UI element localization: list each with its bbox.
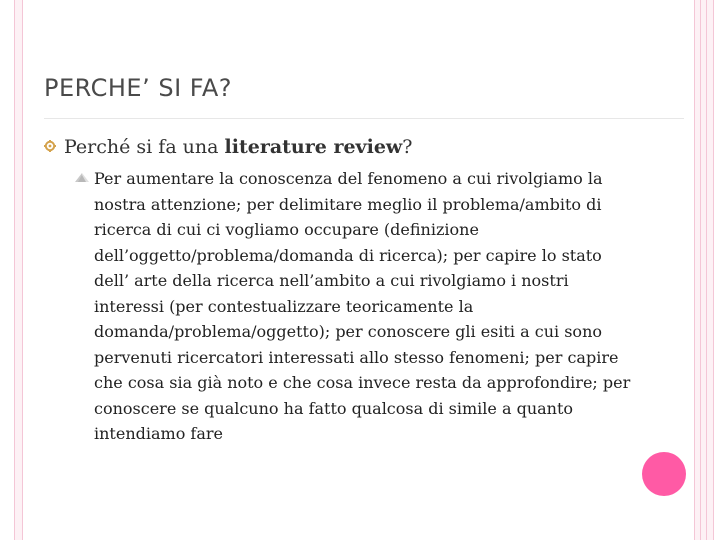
slide-title: PERCHE’ SI FA?	[44, 74, 233, 102]
title-divider	[44, 118, 684, 119]
bullet-level2	[72, 166, 632, 447]
fan-icon	[74, 171, 90, 183]
decorative-pink-circle	[642, 452, 686, 496]
bullet-level1-suffix: ?	[402, 136, 413, 158]
gear-icon	[44, 140, 56, 152]
bullet-level2-text: Per aumentare la conoscenza del fenomeno a cui rivolgiamo la nostra attenzione; per delimitare meglio il problema/ambito di ricerca di cui ci vogliamo occupare (definizione dell’oggetto/problema/domanda di ricerca); per capire lo stato dell’ arte della ricerca nell’ambito a cui rivolgiamo i nostri interessi (per contestualizzare teoricamente la domanda/problema/oggetto); per conoscere gli esiti a cui sono pervenuti ricercatori interessati allo stesso fenomeni; per capire che cosa sia già noto e che cosa invece resta da approfondire; per conoscere se qualcuno ha fatto qualcosa di simile a quanto intendiamo fare	[94, 169, 631, 443]
bullet-level1-bold: literature review	[224, 136, 403, 158]
right-frame-inner-stripe	[700, 0, 707, 540]
bullet-level1-prefix: Perché si fa una	[64, 136, 225, 158]
bullet-level1-text	[64, 136, 412, 158]
left-frame-stripe	[14, 0, 23, 540]
